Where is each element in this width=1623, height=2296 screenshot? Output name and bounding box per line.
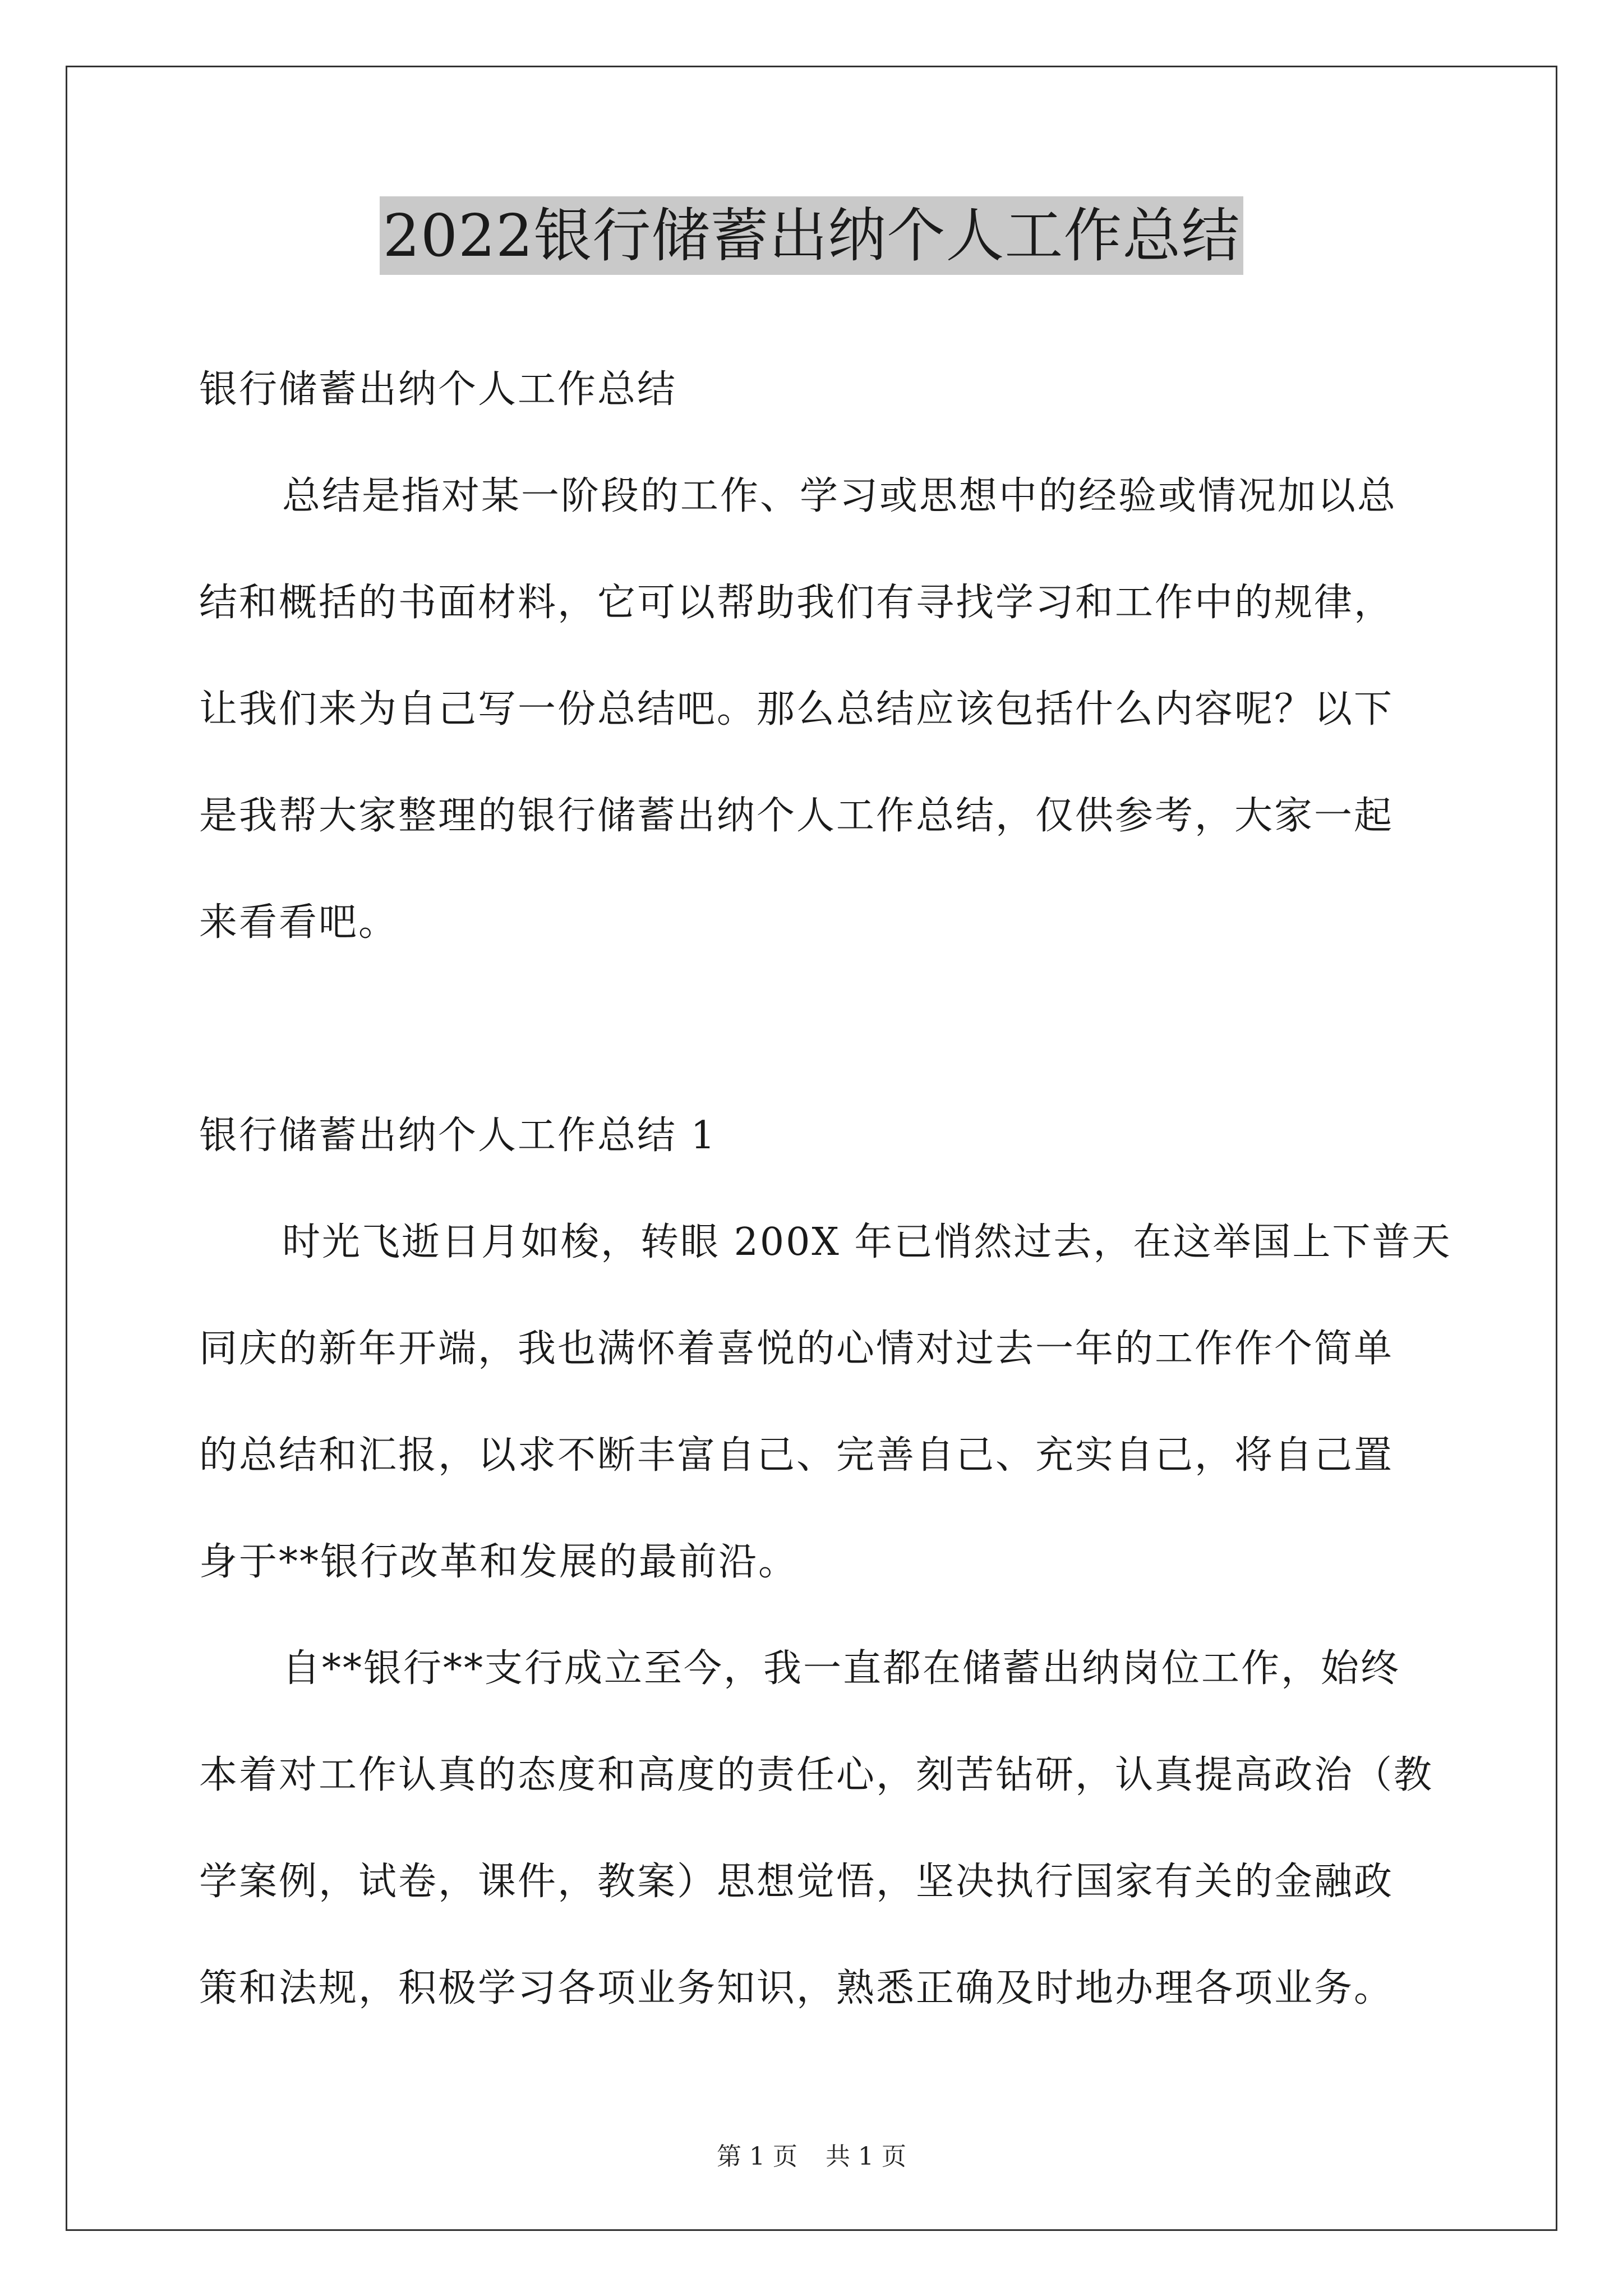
paragraph1-line: 同庆的新年开端，我也满怀着喜悦的心情对过去一年的工作作个简单 xyxy=(199,1327,1394,1371)
paragraph1-line: 身于**银行改革和发展的最前沿。 xyxy=(199,1540,799,1584)
document-title: 2022银行储蓄出纳个人工作总结 xyxy=(380,196,1244,275)
intro-line: 总结是指对某一阶段的工作、学习或思想中的经验或情况加以总 xyxy=(282,474,1398,518)
title-container xyxy=(0,196,1623,275)
page-footer xyxy=(0,2140,1623,2174)
section-heading: 银行储蓄出纳个人工作总结 1 xyxy=(199,1114,717,1158)
blank-line xyxy=(199,976,1427,1083)
page-total: 共 1 页 xyxy=(826,2142,906,2171)
paragraph2-line: 本着对工作认真的态度和高度的责任心，刻苦钻研，认真提高政治（教 xyxy=(199,1753,1434,1797)
intro-line: 是我帮大家整理的银行储蓄出纳个人工作总结，仅供参考，大家一起 xyxy=(199,794,1394,838)
paragraph1-line: 时光飞逝日月如梭，转眼 200X 年已悄然过去，在这举国上下普天 xyxy=(282,1220,1452,1264)
paragraph1-line: 的总结和汇报，以求不断丰富自己、完善自己、充实自己，将自己置 xyxy=(199,1433,1394,1478)
paragraph2-line: 策和法规，积极学习各项业务知识，熟悉正确及时地办理各项业务。 xyxy=(199,1966,1394,2010)
paragraph2-line: 自**银行**支行成立至今，我一直都在储蓄出纳岗位工作，始终 xyxy=(282,1646,1401,1691)
paragraph2-line: 学案例，试卷，课件，教案）思想觉悟，坚决执行国家有关的金融政 xyxy=(199,1860,1394,1904)
page-number: 第 1 页 xyxy=(717,2142,797,2171)
subtitle: 银行储蓄出纳个人工作总结 xyxy=(199,367,677,412)
intro-line: 来看看吧。 xyxy=(199,900,399,945)
intro-line: 让我们来为自己写一份总结吧。那么总结应该包括什么内容呢？以下 xyxy=(199,687,1394,731)
intro-line: 结和概括的书面材料，它可以帮助我们有寻找学习和工作中的规律， xyxy=(199,581,1394,625)
document-body xyxy=(199,337,1452,2042)
